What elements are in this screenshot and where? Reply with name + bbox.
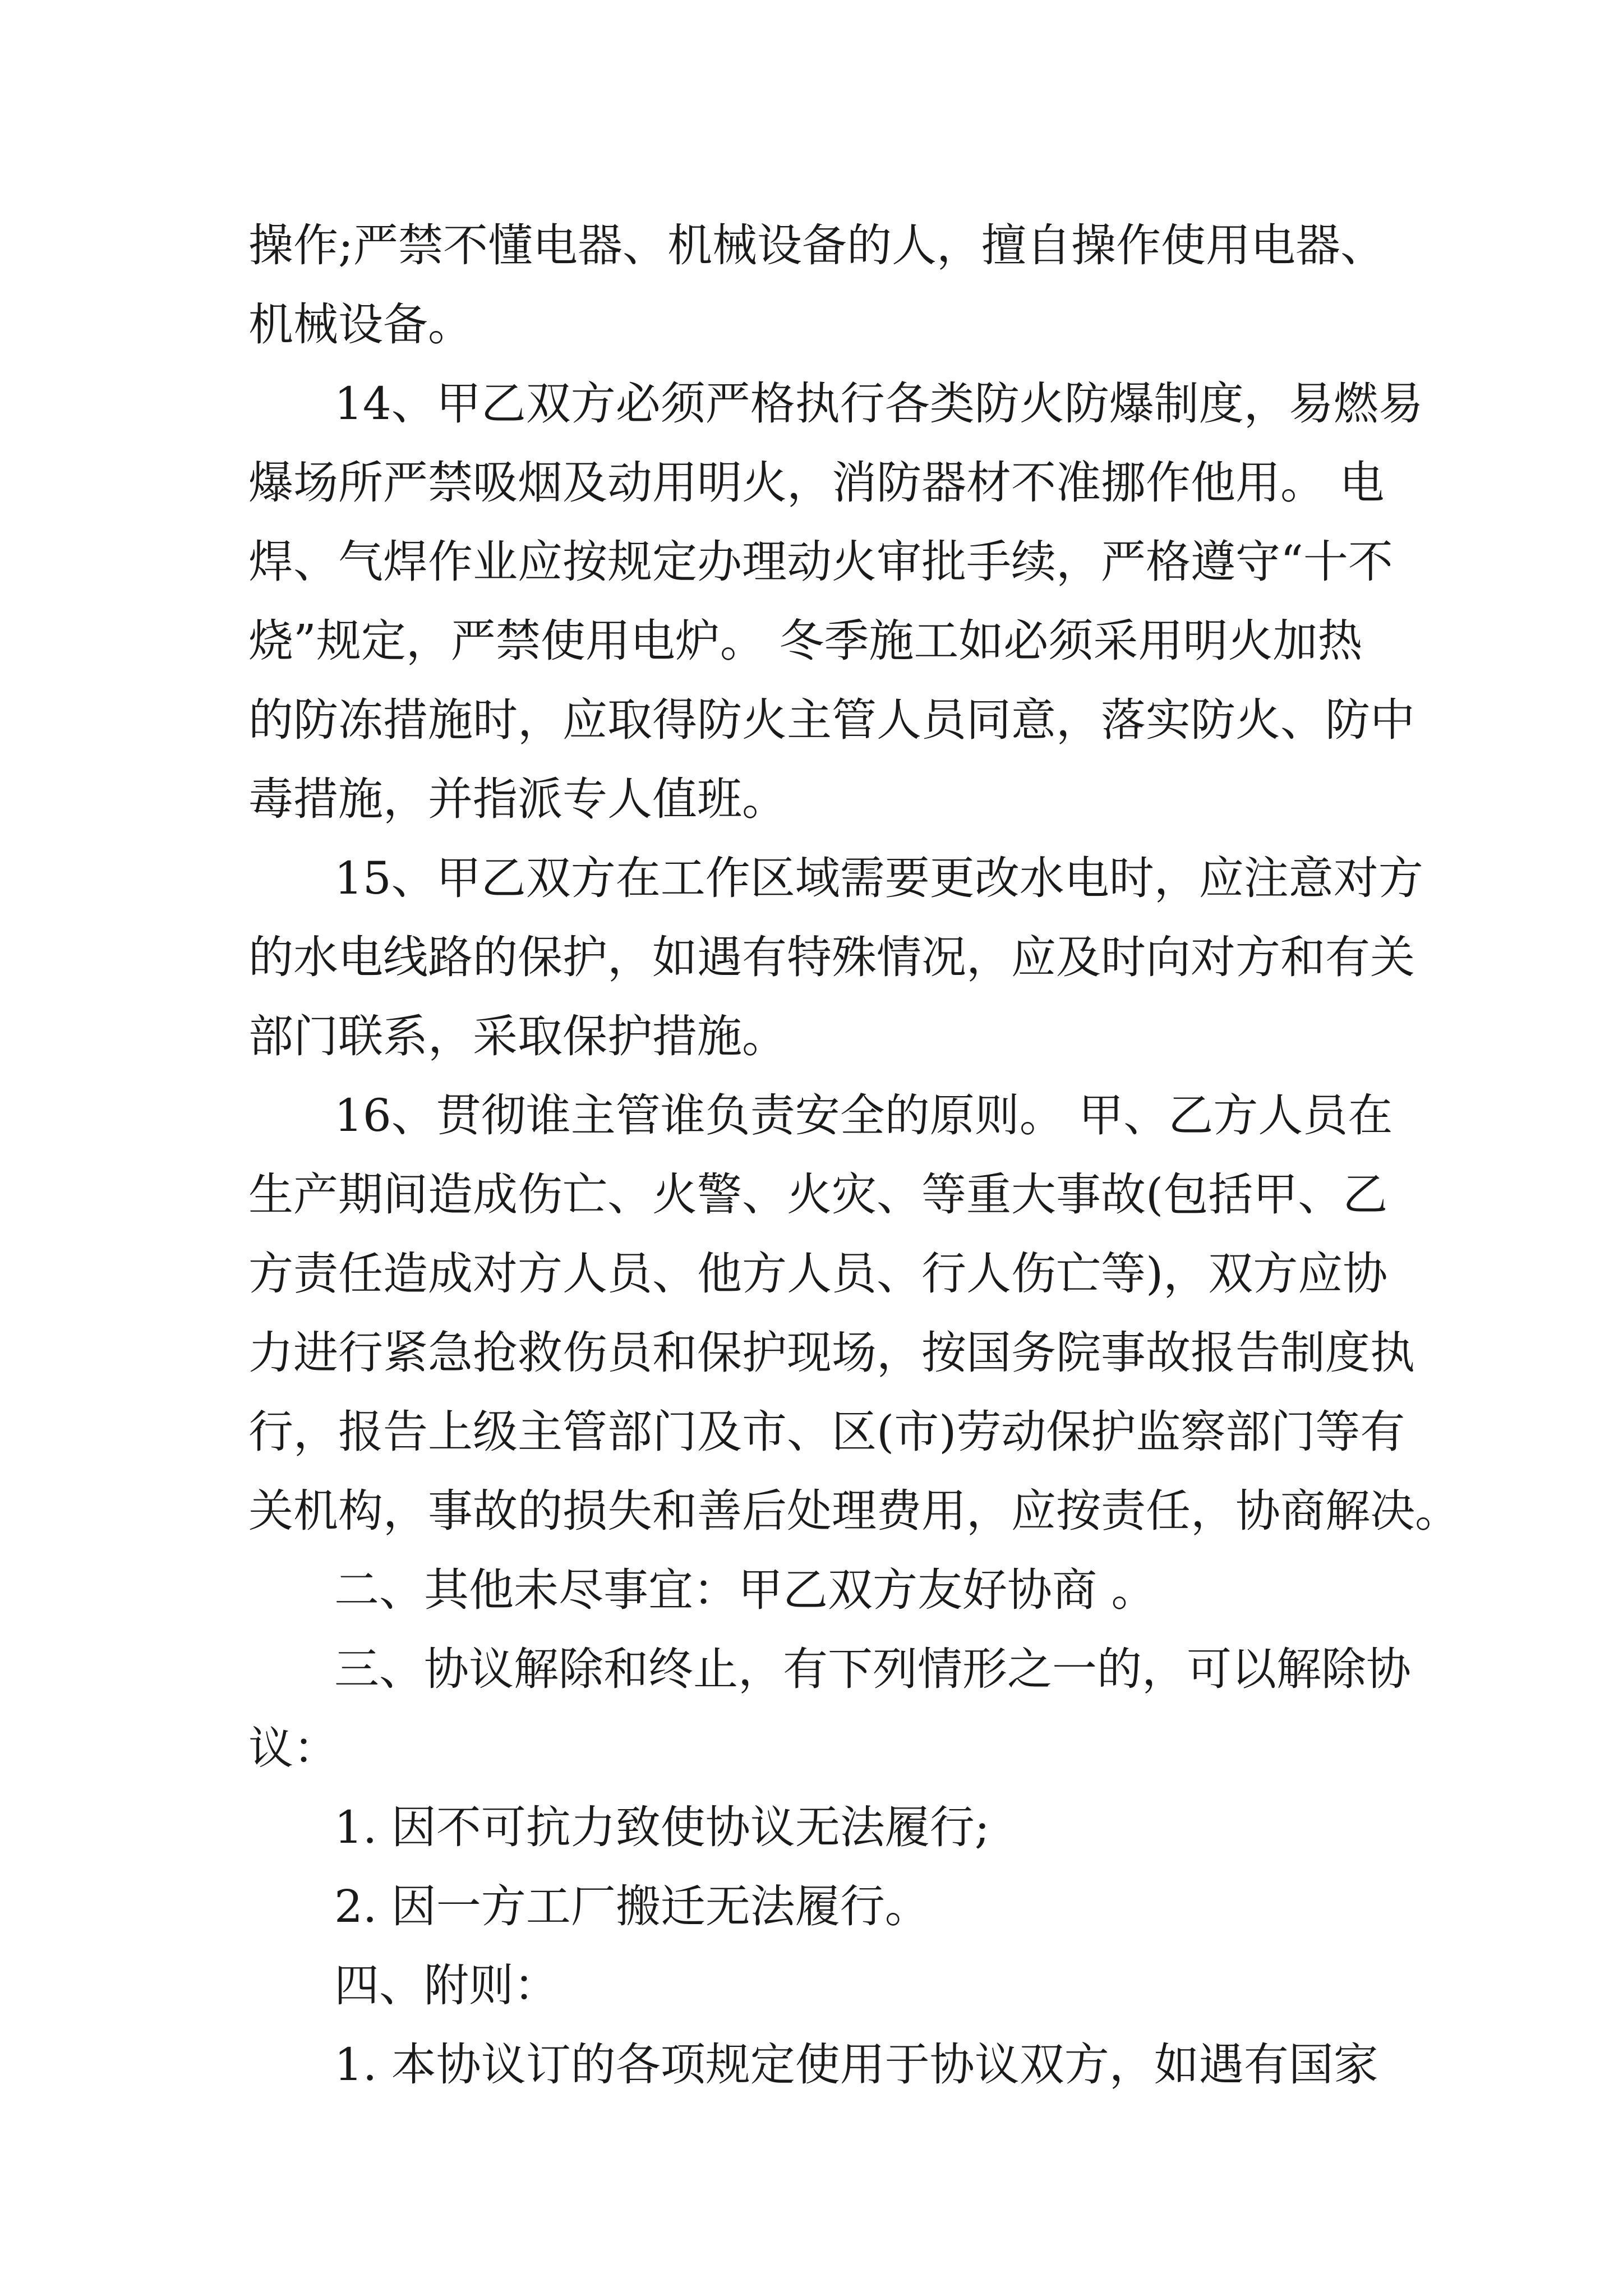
text-line: 爆场所严禁吸烟及动用明火，消防器材不准挪作他用。 电 [248,457,1385,509]
text-line: 部门联系，采取保护措施。 [248,1010,787,1062]
text-line: 毒措施，并指派专人值班。 [248,773,787,825]
text-line: 方责任造成对方人员、他方人员、行人伤亡等)，双方应协 [248,1248,1388,1300]
text-line: 行，报告上级主管部门及市、区(市)劳动保护监察部门等有 [248,1406,1405,1458]
text-line: 1. 本协议订的各项规定使用于协议双方，如遇有国家 [334,2039,1378,2091]
text-line: 2. 因一方工厂搬迁无法履行。 [334,1880,930,1932]
text-line: 烧”规定，严禁使用电炉。 冬季施工如必须采用明火加热 [248,615,1363,667]
text-line: 议： [248,1722,338,1774]
text-line: 四、附则： [334,1959,559,2012]
text-line: 14、甲乙双方必须严格执行各类防火防爆制度，易燃易 [334,378,1423,430]
text-line: 15、甲乙双方在工作区域需要更改水电时，应注意对方 [334,852,1423,904]
text-line: 16、贯彻谁主管谁负责安全的原则。 甲、乙方人员在 [334,1089,1393,1142]
text-line: 生产期间造成伤亡、火警、火灾、等重大事故(包括甲、乙 [248,1168,1388,1221]
text-line: 的防冻措施时，应取得防火主管人员同意，落实防火、防中 [248,694,1415,746]
text-line: 关机构，事故的损失和善后处理费用，应按责任，协商解决。 [248,1485,1460,1537]
text-line: 焊、气焊作业应按规定办理动火审批手续，严格遵守“十不 [248,536,1393,588]
text-line: 力进行紧急抢救伤员和保护现场，按国务院事故报告制度执 [248,1327,1415,1379]
text-line: 三、协议解除和终止，有下列情形之一的，可以解除协 [334,1643,1411,1695]
text-line: 机械设备。 [248,298,473,351]
text-line: 1. 因不可抗力致使协议无法履行; [334,1801,990,1853]
text-line: 二、其他未尽事宜：甲乙双方友好协商 。 [334,1564,1156,1616]
text-line: 的水电线路的保护，如遇有特殊情况，应及时向对方和有关 [248,931,1415,983]
text-line: 操作;严禁不懂电器、机械设备的人，擅自操作使用电器、 [248,219,1385,272]
